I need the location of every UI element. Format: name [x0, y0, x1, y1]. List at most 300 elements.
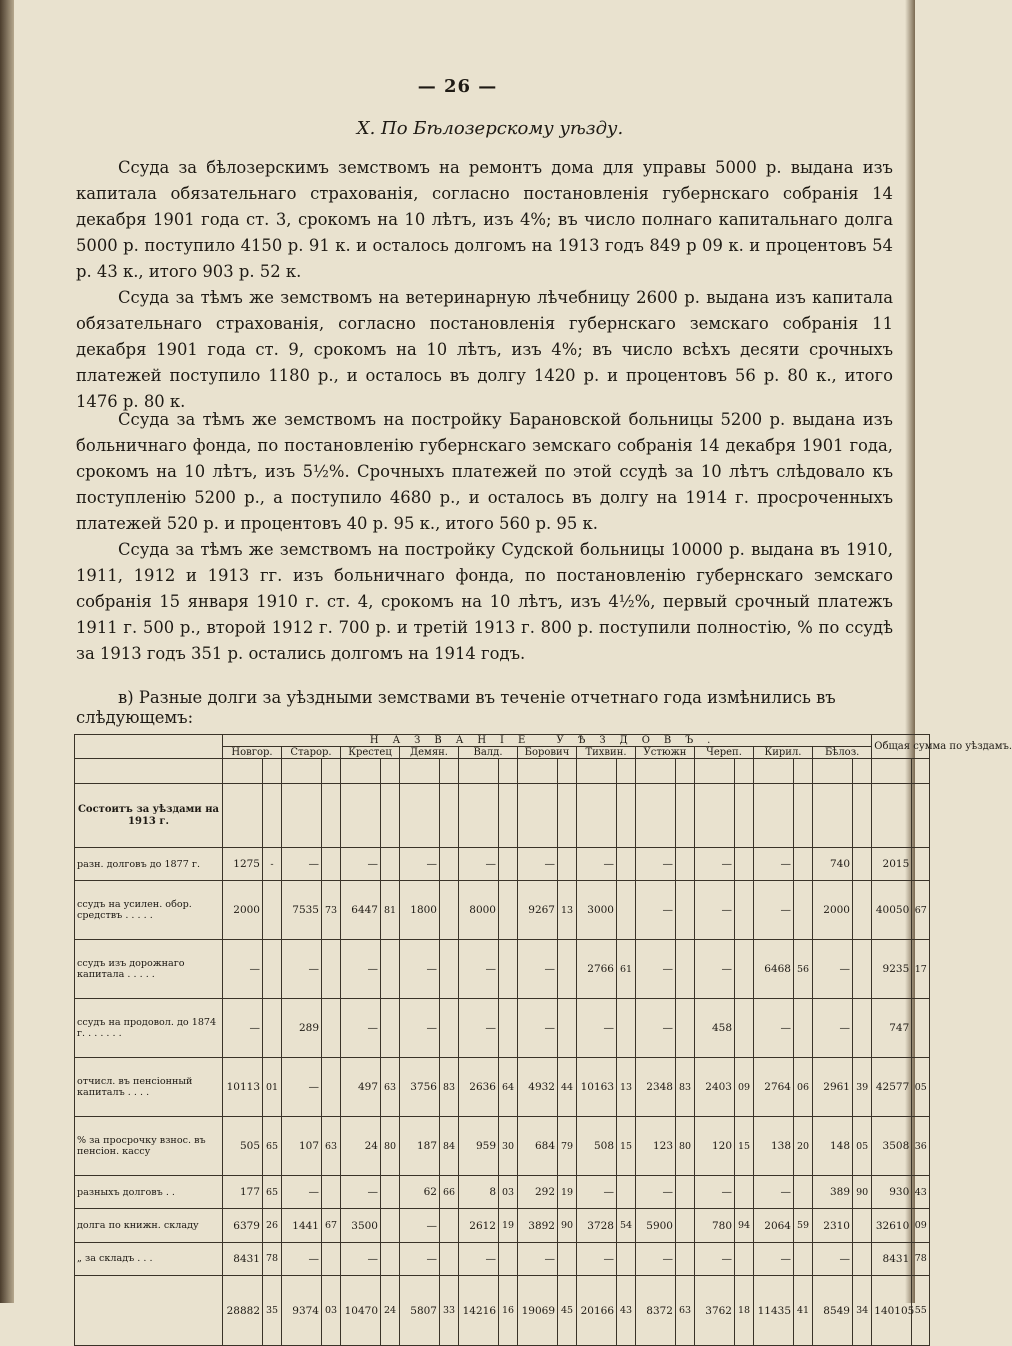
rouble-value: 2064 — [754, 1209, 794, 1242]
rouble-value: — — [341, 1176, 381, 1209]
kopeck-value: 01 — [263, 1058, 282, 1117]
kopeck-value — [794, 848, 813, 881]
rouble-value: — — [400, 1242, 440, 1275]
kopeck-value — [853, 1242, 872, 1275]
district-column-header: Череп. — [695, 747, 754, 759]
district-column-header: Устюжн — [636, 747, 695, 759]
rouble-value: 8372 — [636, 1276, 676, 1346]
rouble-value: 177 — [223, 1176, 263, 1209]
kopeck-value: 66 — [440, 1176, 459, 1209]
kopeck-value — [322, 848, 341, 881]
kopeck-value: 24 — [381, 1276, 400, 1346]
kopeck-value — [322, 940, 341, 999]
rouble-value: 2310 — [813, 1209, 853, 1242]
kopeck-value — [794, 999, 813, 1058]
kopeck-value: 45 — [558, 1276, 577, 1346]
kopeck-value: 34 — [853, 1276, 872, 1346]
empty-cell — [400, 784, 440, 848]
kopeck-value — [381, 1176, 400, 1209]
rouble-value: — — [636, 999, 676, 1058]
district-names-header: НАЗВАНІЕ УѢЗДОВЪ. — [223, 735, 872, 747]
kopeck-value — [381, 1242, 400, 1275]
rouble-value: 14216 — [459, 1276, 499, 1346]
table-row — [75, 848, 930, 881]
empty-cell — [676, 784, 695, 848]
total-rouble-value: 40050 — [872, 881, 912, 940]
kopeck-value: 80 — [676, 1117, 695, 1176]
district-column-header: Новгор. — [223, 747, 282, 759]
kopeck-value — [381, 848, 400, 881]
kopeck-value: 63 — [381, 1058, 400, 1117]
empty-cell — [440, 784, 459, 848]
total-rouble-value: 9235 — [872, 940, 912, 999]
kopeck-value: 26 — [263, 1209, 282, 1242]
kopeck-value: 90 — [558, 1209, 577, 1242]
kopeck-value — [676, 1176, 695, 1209]
empty-cell — [617, 759, 636, 784]
paragraph-loan-4: Ссуда за тѣмъ же земствомъ на постройку Судской больницы 10000 р. выдана въ 1910, 1911, 1912 и 1913 гг. изъ больничнаго фонда, по постановленію губернскаго земскаго собранія 15 января 1910 г. ст. 4, срокомъ на 10 лѣтъ, изъ 4½%, первый срочный платежъ 1911 г. 500 р., второй 1912 г. 700 р. и третій 1913 г. 800 р. поступили полностію, % по ссудѣ за 1913 годъ 351 р. остались долгомъ на 1914 годъ. — [76, 540, 893, 663]
rouble-value: — — [459, 1242, 499, 1275]
kopeck-value — [735, 1242, 754, 1275]
rouble-value: 1441 — [282, 1209, 322, 1242]
kopeck-value — [499, 881, 518, 940]
row-label: % за просрочку взнос. въ пенсіон. кассу — [75, 1117, 223, 1176]
kopeck-value — [263, 940, 282, 999]
empty-cell — [322, 784, 341, 848]
rouble-value: 24 — [341, 1117, 381, 1176]
district-column-header: Крестец — [341, 747, 400, 759]
rouble-value: 2961 — [813, 1058, 853, 1117]
rouble-value: — — [695, 1176, 735, 1209]
kopeck-value: 35 — [263, 1276, 282, 1346]
rouble-value: 3728 — [577, 1209, 617, 1242]
rouble-value: 1800 — [400, 881, 440, 940]
kopeck-value — [499, 940, 518, 999]
kopeck-value: 33 — [440, 1276, 459, 1346]
kopeck-value — [853, 1209, 872, 1242]
district-column-header: Тихвин. — [577, 747, 636, 759]
rouble-value: — — [400, 848, 440, 881]
rouble-value: 959 — [459, 1117, 499, 1176]
kopeck-value: 90 — [853, 1176, 872, 1209]
paragraph-loan-3: Ссуда за тѣмъ же земствомъ на постройку Барановской больницы 5200 р. выдана изъ больничнаго фонда, по постановленію губернскаго земскаго собранія 14 декабря 1901 года, срокомъ на 10 лѣтъ, изъ 5½%. Срочныхъ платежей по этой ссудѣ за 10 лѣтъ слѣдовало къ поступленію 5200 р., а поступило 4680 р., и осталось въ долгу на 1914 г. просроченныхъ платежей 520 р. и процентовъ 40 р. 95 к., итого 560 р. 95 к. — [76, 410, 893, 533]
rouble-value: 740 — [813, 848, 853, 881]
kopeck-value — [440, 881, 459, 940]
total-rouble-value: 3508 — [872, 1117, 912, 1176]
kopeck-value — [499, 1242, 518, 1275]
kopeck-value — [440, 1209, 459, 1242]
rouble-value: — — [754, 999, 794, 1058]
empty-cell — [754, 784, 794, 848]
empty-cell — [499, 784, 518, 848]
rouble-value: 8549 — [813, 1276, 853, 1346]
empty-cell — [872, 759, 912, 784]
empty-cell — [440, 759, 459, 784]
kopeck-value — [676, 1209, 695, 1242]
kopeck-value — [381, 940, 400, 999]
total-rouble-value: 930 — [872, 1176, 912, 1209]
rouble-value: 3756 — [400, 1058, 440, 1117]
rouble-value: 7535 — [282, 881, 322, 940]
rouble-value: 123 — [636, 1117, 676, 1176]
kopeck-value — [794, 881, 813, 940]
kopeck-value — [263, 999, 282, 1058]
rouble-value: 497 — [341, 1058, 381, 1117]
rouble-value: 2348 — [636, 1058, 676, 1117]
empty-cell — [518, 759, 558, 784]
empty-cell — [499, 759, 518, 784]
district-column-header: Борович — [518, 747, 577, 759]
empty-cell — [853, 784, 872, 848]
empty-cell — [735, 759, 754, 784]
table-row — [75, 1176, 930, 1209]
empty-cell — [322, 759, 341, 784]
rouble-value: 107 — [282, 1117, 322, 1176]
kopeck-value: 39 — [853, 1058, 872, 1117]
rouble-value: — — [518, 848, 558, 881]
kopeck-value: 61 — [617, 940, 636, 999]
kopeck-value — [263, 881, 282, 940]
rouble-value: 3892 — [518, 1209, 558, 1242]
empty-cell — [636, 784, 676, 848]
total-rouble-value: 747 — [872, 999, 912, 1058]
kopeck-value: 67 — [322, 1209, 341, 1242]
empty-cell — [381, 759, 400, 784]
kopeck-value: 18 — [735, 1276, 754, 1346]
rouble-value: — — [695, 1242, 735, 1275]
kopeck-value — [735, 999, 754, 1058]
rouble-value: — — [341, 940, 381, 999]
total-kopeck-value: 17 — [912, 940, 930, 999]
rouble-value: — — [754, 848, 794, 881]
total-rouble-value: 42577 — [872, 1058, 912, 1117]
kopeck-value: 15 — [735, 1117, 754, 1176]
rouble-value: — — [813, 999, 853, 1058]
total-kopeck-value: 43 — [912, 1176, 930, 1209]
rouble-value: — — [636, 940, 676, 999]
page-number: — 26 — — [417, 76, 498, 97]
empty-cell — [912, 759, 930, 784]
kopeck-value — [853, 881, 872, 940]
total-kopeck-value: 67 — [912, 881, 930, 940]
rouble-value: — — [577, 999, 617, 1058]
empty-cell — [695, 759, 735, 784]
corner-cell — [75, 735, 223, 759]
rouble-value: 8000 — [459, 881, 499, 940]
rouble-value: 6379 — [223, 1209, 263, 1242]
kopeck-value: 79 — [558, 1117, 577, 1176]
rouble-value: — — [695, 848, 735, 881]
rouble-value: — — [459, 940, 499, 999]
empty-cell — [558, 759, 577, 784]
kopeck-value — [440, 1242, 459, 1275]
total-kopeck-value: 36 — [912, 1117, 930, 1176]
rouble-value: 2612 — [459, 1209, 499, 1242]
empty-cell — [223, 759, 263, 784]
rouble-value: — — [223, 999, 263, 1058]
rouble-value: 684 — [518, 1117, 558, 1176]
rouble-value: 2000 — [223, 881, 263, 940]
kopeck-value — [676, 940, 695, 999]
kopeck-value: 80 — [381, 1117, 400, 1176]
kopeck-value — [735, 940, 754, 999]
rouble-value: — — [636, 1242, 676, 1275]
kopeck-value: 03 — [499, 1176, 518, 1209]
kopeck-value — [558, 1242, 577, 1275]
district-debts-table — [74, 734, 1012, 1346]
empty-cell — [341, 784, 381, 848]
rouble-value: 505 — [223, 1117, 263, 1176]
kopeck-value: 09 — [735, 1058, 754, 1117]
rouble-value: — — [636, 1176, 676, 1209]
district-column-header: Валд. — [459, 747, 518, 759]
rouble-value: — — [518, 1242, 558, 1275]
kopeck-value — [558, 848, 577, 881]
kopeck-value: 19 — [499, 1209, 518, 1242]
kopeck-value — [735, 881, 754, 940]
rouble-value: — — [636, 881, 676, 940]
empty-cell — [735, 784, 754, 848]
empty-cell — [282, 784, 322, 848]
kopeck-value — [381, 1209, 400, 1242]
district-column-header: Кирил. — [754, 747, 813, 759]
kopeck-value: 13 — [558, 881, 577, 940]
table-row — [75, 940, 930, 999]
empty-cell — [223, 784, 263, 848]
table-group-header-row — [75, 735, 930, 747]
total-rouble-value: 8431 — [872, 1242, 912, 1275]
empty-cell — [263, 784, 282, 848]
kopeck-value — [322, 1242, 341, 1275]
kopeck-value: 73 — [322, 881, 341, 940]
table-spacer-row — [75, 759, 930, 784]
row-label: „ за складъ . . . — [75, 1242, 223, 1275]
kopeck-value — [499, 999, 518, 1058]
rouble-value: 1275 — [223, 848, 263, 881]
row-label: отчисл. въ пенсіонный капиталъ . . . . — [75, 1058, 223, 1117]
rouble-value: — — [813, 940, 853, 999]
kopeck-value: 78 — [263, 1242, 282, 1275]
kopeck-value — [676, 999, 695, 1058]
kopeck-value — [322, 1176, 341, 1209]
kopeck-value — [440, 940, 459, 999]
total-sum-header: Общая сумма по уѣздамъ. — [872, 735, 930, 759]
rouble-value: 148 — [813, 1117, 853, 1176]
kopeck-value: 84 — [440, 1117, 459, 1176]
rouble-value: — — [400, 999, 440, 1058]
kopeck-value — [440, 848, 459, 881]
empty-cell — [754, 759, 794, 784]
kopeck-value: 65 — [263, 1176, 282, 1209]
rouble-value: 28882 — [223, 1276, 263, 1346]
empty-cell — [813, 759, 853, 784]
rouble-value: 62 — [400, 1176, 440, 1209]
empty-cell — [558, 784, 577, 848]
rouble-value: — — [400, 1209, 440, 1242]
rouble-value: 11435 — [754, 1276, 794, 1346]
section-title: X. По Бѣлозерскому уѣзду. — [356, 118, 624, 139]
rouble-value: 3762 — [695, 1276, 735, 1346]
kopeck-value: 19 — [558, 1176, 577, 1209]
total-kopeck-value — [912, 999, 930, 1058]
kopeck-value — [617, 999, 636, 1058]
kopeck-value: 56 — [794, 940, 813, 999]
empty-cell — [872, 784, 912, 848]
empty-cell — [459, 759, 499, 784]
kopeck-value — [676, 881, 695, 940]
empty-cell — [577, 759, 617, 784]
row-label: долга по книжн. складу — [75, 1209, 223, 1242]
rouble-value: — — [282, 848, 322, 881]
rouble-value: 3500 — [341, 1209, 381, 1242]
kopeck-value — [617, 1176, 636, 1209]
kopeck-value: 30 — [499, 1117, 518, 1176]
rouble-value: — — [695, 881, 735, 940]
kopeck-value — [735, 848, 754, 881]
rouble-value: 8431 — [223, 1242, 263, 1275]
rouble-value: — — [754, 1242, 794, 1275]
rouble-value: — — [282, 940, 322, 999]
rouble-value: 2764 — [754, 1058, 794, 1117]
rouble-value: — — [400, 940, 440, 999]
empty-cell — [912, 784, 930, 848]
total-rouble-value: 32610 — [872, 1209, 912, 1242]
kopeck-value: 54 — [617, 1209, 636, 1242]
empty-cell — [381, 784, 400, 848]
empty-cell — [282, 759, 322, 784]
rouble-value: 120 — [695, 1117, 735, 1176]
rouble-value: — — [223, 940, 263, 999]
kopeck-value — [794, 1242, 813, 1275]
rouble-value: 187 — [400, 1117, 440, 1176]
rouble-value: 10113 — [223, 1058, 263, 1117]
rouble-value: 10163 — [577, 1058, 617, 1117]
kopeck-value: 83 — [676, 1058, 695, 1117]
kopeck-value: 41 — [794, 1276, 813, 1346]
rouble-value: 5900 — [636, 1209, 676, 1242]
kopeck-value: 59 — [794, 1209, 813, 1242]
total-rouble-value: 140105 — [872, 1276, 912, 1346]
rouble-value: — — [459, 999, 499, 1058]
rouble-value: — — [577, 848, 617, 881]
rouble-value: 289 — [282, 999, 322, 1058]
kopeck-value — [617, 1242, 636, 1275]
table-intro: в) Разные долги за уѣздными земствами въ теченіе отчетнаго года измѣнились въ слѣдующемъ: — [76, 688, 836, 727]
kopeck-value — [676, 848, 695, 881]
kopeck-value: 05 — [853, 1117, 872, 1176]
empty-cell — [636, 759, 676, 784]
kopeck-value — [853, 940, 872, 999]
kopeck-value: 43 — [617, 1276, 636, 1346]
rouble-value: 2000 — [813, 881, 853, 940]
totals-row — [75, 1276, 930, 1346]
row-label: ссудъ изъ дорожнаго капитала . . . . . — [75, 940, 223, 999]
rouble-value: 780 — [695, 1209, 735, 1242]
rouble-value: — — [695, 940, 735, 999]
scan-page-edge-left — [0, 0, 14, 1303]
rouble-value: 4932 — [518, 1058, 558, 1117]
rouble-value: 2636 — [459, 1058, 499, 1117]
kopeck-value — [794, 1176, 813, 1209]
empty-cell — [577, 784, 617, 848]
rouble-value: — — [636, 848, 676, 881]
rouble-value: — — [577, 1242, 617, 1275]
rouble-value: 10470 — [341, 1276, 381, 1346]
empty-cell — [75, 759, 223, 784]
kopeck-value: - — [263, 848, 282, 881]
district-column-header: Старор. — [282, 747, 341, 759]
kopeck-value — [676, 1242, 695, 1275]
rouble-value: — — [518, 940, 558, 999]
kopeck-value: 03 — [322, 1276, 341, 1346]
rouble-value: 6447 — [341, 881, 381, 940]
empty-cell — [813, 784, 853, 848]
total-kopeck-value — [912, 848, 930, 881]
total-kopeck-value: 05 — [912, 1058, 930, 1117]
empty-cell — [853, 759, 872, 784]
empty-cell — [794, 759, 813, 784]
table-row — [75, 1058, 930, 1117]
rouble-value: 19069 — [518, 1276, 558, 1346]
rouble-value: 6468 — [754, 940, 794, 999]
rouble-value: — — [577, 1176, 617, 1209]
table-row — [75, 1209, 930, 1242]
kopeck-value: 20 — [794, 1117, 813, 1176]
rouble-value: — — [282, 1242, 322, 1275]
rouble-value: 389 — [813, 1176, 853, 1209]
kopeck-value — [617, 881, 636, 940]
rouble-value: 3000 — [577, 881, 617, 940]
row-label: разныхъ долговъ . . — [75, 1176, 223, 1209]
paragraph-loan-1: Ссуда за бѣлозерскимъ земствомъ на ремонтъ дома для управы 5000 р. выдана изъ капитала обязательнаго страхованія, согласно постановленія губернскаго собранія 14 декабря 1901 года ст. 3, срокомъ на 10 лѣтъ, изъ 4%; въ число полнаго капитальнаго долга 5000 р. поступило 4150 р. 91 к. и осталось долгомъ на 1913 годъ 849 р 09 к. и процентовъ 54 р. 43 к., итого 903 р. 52 к. — [76, 158, 893, 281]
rouble-value: 9374 — [282, 1276, 322, 1346]
empty-cell — [695, 784, 735, 848]
kopeck-value: 06 — [794, 1058, 813, 1117]
district-column-header: Демян. — [400, 747, 459, 759]
kopeck-value — [735, 1176, 754, 1209]
empty-cell — [263, 759, 282, 784]
rouble-value: 9267 — [518, 881, 558, 940]
kopeck-value — [499, 848, 518, 881]
rouble-value: — — [813, 1242, 853, 1275]
total-kopeck-value: 78 — [912, 1242, 930, 1275]
kopeck-value — [617, 848, 636, 881]
kopeck-value — [381, 999, 400, 1058]
rouble-value: — — [282, 1058, 322, 1117]
rouble-value: 5807 — [400, 1276, 440, 1346]
district-column-header: Бѣлоз. — [813, 747, 872, 759]
table-heading-row — [75, 784, 930, 848]
kopeck-value — [322, 1058, 341, 1117]
row-label: ссудъ на усилен. обор. средствъ . . . . . — [75, 881, 223, 940]
kopeck-value: 63 — [676, 1276, 695, 1346]
kopeck-value: 63 — [322, 1117, 341, 1176]
rouble-value: 2766 — [577, 940, 617, 999]
kopeck-value: 81 — [381, 881, 400, 940]
kopeck-value: 94 — [735, 1209, 754, 1242]
table-row — [75, 1117, 930, 1176]
rouble-value: 508 — [577, 1117, 617, 1176]
rouble-value: 20166 — [577, 1276, 617, 1346]
empty-cell — [400, 759, 440, 784]
empty-cell — [518, 784, 558, 848]
table-heading-label: Состоитъ за уѣздами на 1913 г. — [75, 784, 223, 848]
table-row — [75, 881, 930, 940]
rouble-value: — — [754, 1176, 794, 1209]
rouble-value: — — [282, 1176, 322, 1209]
rouble-value: 138 — [754, 1117, 794, 1176]
row-label: разн. долговъ до 1877 г. — [75, 848, 223, 881]
